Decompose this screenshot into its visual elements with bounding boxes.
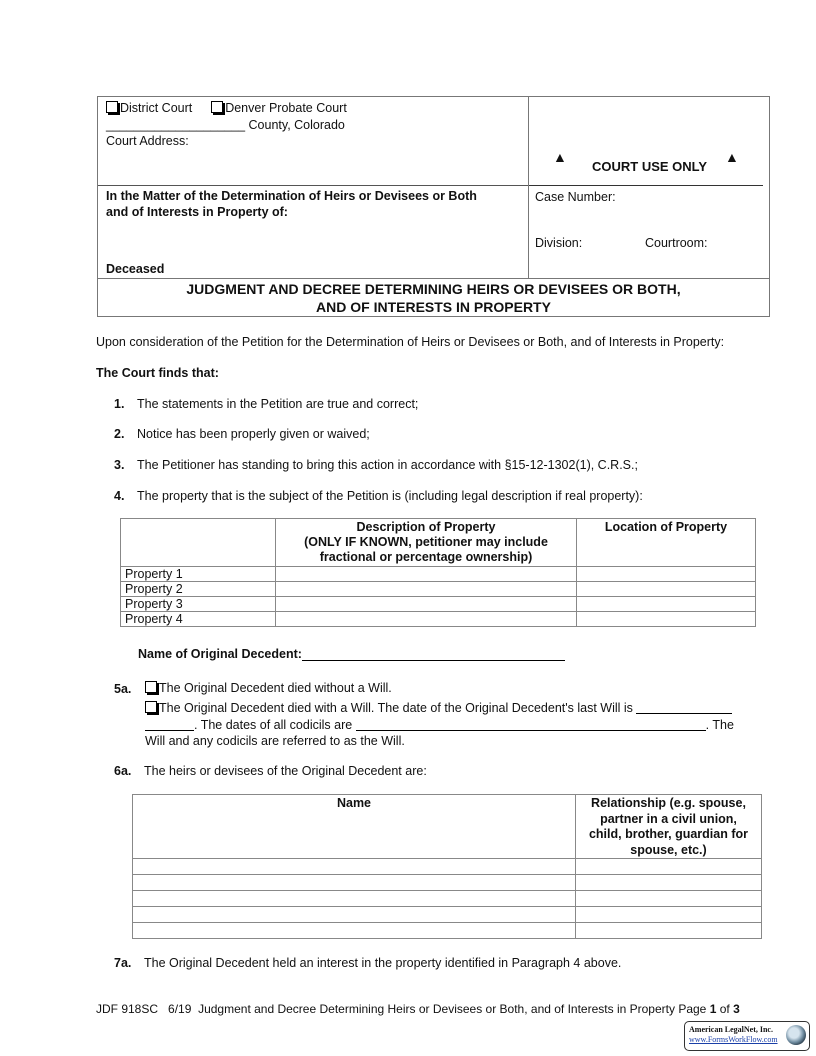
finding-text: The Petitioner has standing to bring this action in accordance with §15-12-1302(1), C.R.S.; — [137, 458, 638, 472]
original-decedent-label: Name of Original Decedent: — [138, 647, 302, 661]
property-description-cell[interactable] — [276, 567, 577, 582]
finding-4 — [114, 489, 643, 503]
no-will-checkbox[interactable] — [145, 681, 157, 693]
caption-box — [97, 96, 770, 317]
no-will-label: The Original Decedent died without a Will. — [159, 681, 392, 695]
header-description-line1: Description of Property — [356, 520, 496, 534]
property-label: Property 4 — [121, 612, 276, 627]
page-footer — [96, 1002, 740, 1016]
finding-number: 2. — [114, 427, 125, 441]
property-label: Property 2 — [121, 582, 276, 597]
item-5a-codicils — [145, 718, 734, 732]
finding-text: The property that is the subject of the Petition is (including legal description if real property): — [137, 489, 643, 503]
court-use-only-cell — [529, 97, 769, 185]
property-location-cell[interactable] — [577, 582, 756, 597]
matter-text-line1: In the Matter of the Determination of Heirs or Devisees or Both — [106, 189, 477, 203]
case-info-cell — [529, 185, 769, 278]
header-description-line2: (ONLY IF KNOWN, petitioner may include — [304, 535, 548, 549]
header-location: Location of Property — [577, 519, 756, 567]
with-will-label: The Original Decedent died with a Will. The date of the Original Decedent's last Will is — [159, 701, 633, 715]
heir-name-cell[interactable] — [133, 859, 576, 875]
header-relationship-line1: Relationship (e.g. spouse, — [591, 796, 746, 810]
header-relationship — [576, 795, 762, 859]
finding-1 — [114, 397, 418, 411]
item-5a-option-will — [145, 701, 732, 715]
publisher-logo[interactable] — [684, 1021, 810, 1051]
finding-2 — [114, 427, 370, 441]
courtroom-label: Courtroom: — [645, 236, 708, 250]
table-row — [133, 923, 762, 939]
division-label: Division: — [535, 236, 583, 250]
finding-number: 1. — [114, 397, 125, 411]
header-blank — [121, 519, 276, 567]
header-description — [276, 519, 577, 567]
county-line[interactable]: ____________________ County, Colorado — [106, 118, 345, 132]
page-label: Page — [678, 1002, 707, 1016]
will-date-input-part2[interactable] — [145, 718, 194, 731]
property-table — [120, 518, 756, 627]
item-5a-number: 5a. — [114, 682, 132, 696]
court-use-only-label: COURT USE ONLY — [592, 159, 708, 174]
form-id: JDF 918SC — [96, 1002, 159, 1016]
page-current: 1 — [709, 1002, 717, 1016]
property-description-cell[interactable] — [276, 597, 577, 612]
codicil-dates-input[interactable] — [356, 718, 706, 731]
item-6a — [114, 764, 427, 778]
item-6a-text: The heirs or devisees of the Original Decedent are: — [144, 764, 427, 778]
heir-name-cell[interactable] — [133, 907, 576, 923]
table-row — [133, 859, 762, 875]
court-info-cell — [98, 97, 529, 186]
header-relationship-line2: partner in a civil union, — [600, 811, 737, 826]
heir-relationship-cell[interactable] — [576, 923, 762, 939]
court-address-label: Court Address: — [106, 134, 189, 148]
property-table-header — [121, 519, 756, 567]
heir-name-cell[interactable] — [133, 875, 576, 891]
table-row — [121, 582, 756, 597]
publisher-name: American LegalNet, Inc. — [689, 1025, 773, 1034]
heir-relationship-cell[interactable] — [576, 907, 762, 923]
codicils-label: . The dates of all codicils are — [194, 718, 353, 732]
deceased-label: Deceased — [106, 262, 165, 276]
matter-text-line2: and of Interests in Property of: — [106, 205, 288, 219]
document-title-line1: JUDGMENT AND DECREE DETERMINING HEIRS OR DEVISEES OR BOTH, — [186, 281, 681, 297]
court-finds-heading: The Court finds that: — [96, 366, 219, 380]
item-7a — [114, 956, 621, 970]
item-6a-number: 6a. — [114, 764, 132, 778]
district-court-label: District Court — [120, 101, 193, 115]
triangle-up-icon: ▲ — [725, 149, 739, 165]
publisher-url[interactable]: www.FormsWorkFlow.com — [689, 1035, 778, 1044]
finding-text: Notice has been properly given or waived; — [137, 427, 370, 441]
matter-cell — [98, 185, 529, 278]
finding-number: 4. — [114, 489, 125, 503]
table-row — [121, 567, 756, 582]
district-court-checkbox[interactable] — [106, 101, 118, 113]
table-row — [133, 907, 762, 923]
original-decedent-field — [138, 646, 565, 661]
heir-relationship-cell[interactable] — [576, 891, 762, 907]
page-of: of — [719, 1002, 730, 1016]
heirs-table — [132, 794, 762, 939]
property-location-cell[interactable] — [577, 567, 756, 582]
heir-relationship-cell[interactable] — [576, 875, 762, 891]
table-row — [133, 891, 762, 907]
item-5a-option-no-will — [145, 681, 392, 695]
table-row — [121, 597, 756, 612]
finding-number: 3. — [114, 458, 125, 472]
codicils-suffix: . The — [705, 718, 734, 732]
will-date-input-part1[interactable] — [636, 701, 732, 714]
page-total: 3 — [733, 1002, 740, 1016]
header-name: Name — [133, 795, 576, 859]
intro-text: Upon consideration of the Petition for the Determination of Heirs or Devisees or Both, and of Interests in Property: — [96, 335, 725, 349]
globe-icon — [786, 1025, 806, 1045]
property-description-cell[interactable] — [276, 612, 577, 627]
heir-name-cell[interactable] — [133, 923, 576, 939]
heir-relationship-cell[interactable] — [576, 859, 762, 875]
property-label: Property 1 — [121, 567, 276, 582]
property-location-cell[interactable] — [577, 597, 756, 612]
finding-3 — [114, 458, 638, 472]
document-title — [98, 278, 769, 318]
item-7a-text: The Original Decedent held an interest in the property identified in Paragraph 4 above. — [144, 956, 622, 970]
table-row — [133, 875, 762, 891]
item-5a-will-note: Will and any codicils are referred to as the Will. — [145, 734, 405, 748]
heirs-table-header — [133, 795, 762, 859]
heir-name-cell[interactable] — [133, 891, 576, 907]
property-location-cell[interactable] — [577, 612, 756, 627]
denver-probate-court-label: Denver Probate Court — [225, 101, 347, 115]
form-revision: 6/19 — [168, 1002, 192, 1016]
denver-probate-court-checkbox[interactable] — [211, 101, 223, 113]
footer-title: Judgment and Decree Determining Heirs or Devisees or Both, and of Interests in Property — [198, 1002, 675, 1016]
header-relationship-line4: spouse, etc.) — [630, 842, 707, 857]
property-description-cell[interactable] — [276, 582, 577, 597]
with-will-checkbox[interactable] — [145, 701, 157, 713]
item-7a-number: 7a. — [114, 956, 132, 970]
court-type-options — [106, 101, 347, 115]
header-description-line3: fractional or percentage ownership) — [319, 550, 533, 564]
document-title-line2: AND OF INTERESTS IN PROPERTY — [316, 299, 551, 315]
finding-text: The statements in the Petition are true and correct; — [137, 397, 419, 411]
property-label: Property 3 — [121, 597, 276, 612]
triangle-up-icon: ▲ — [553, 149, 567, 165]
original-decedent-input[interactable] — [302, 646, 565, 661]
matter-text — [106, 188, 477, 220]
table-row — [121, 612, 756, 627]
header-relationship-line3: child, brother, guardian for — [588, 827, 749, 841]
case-number-label: Case Number: — [535, 190, 616, 204]
